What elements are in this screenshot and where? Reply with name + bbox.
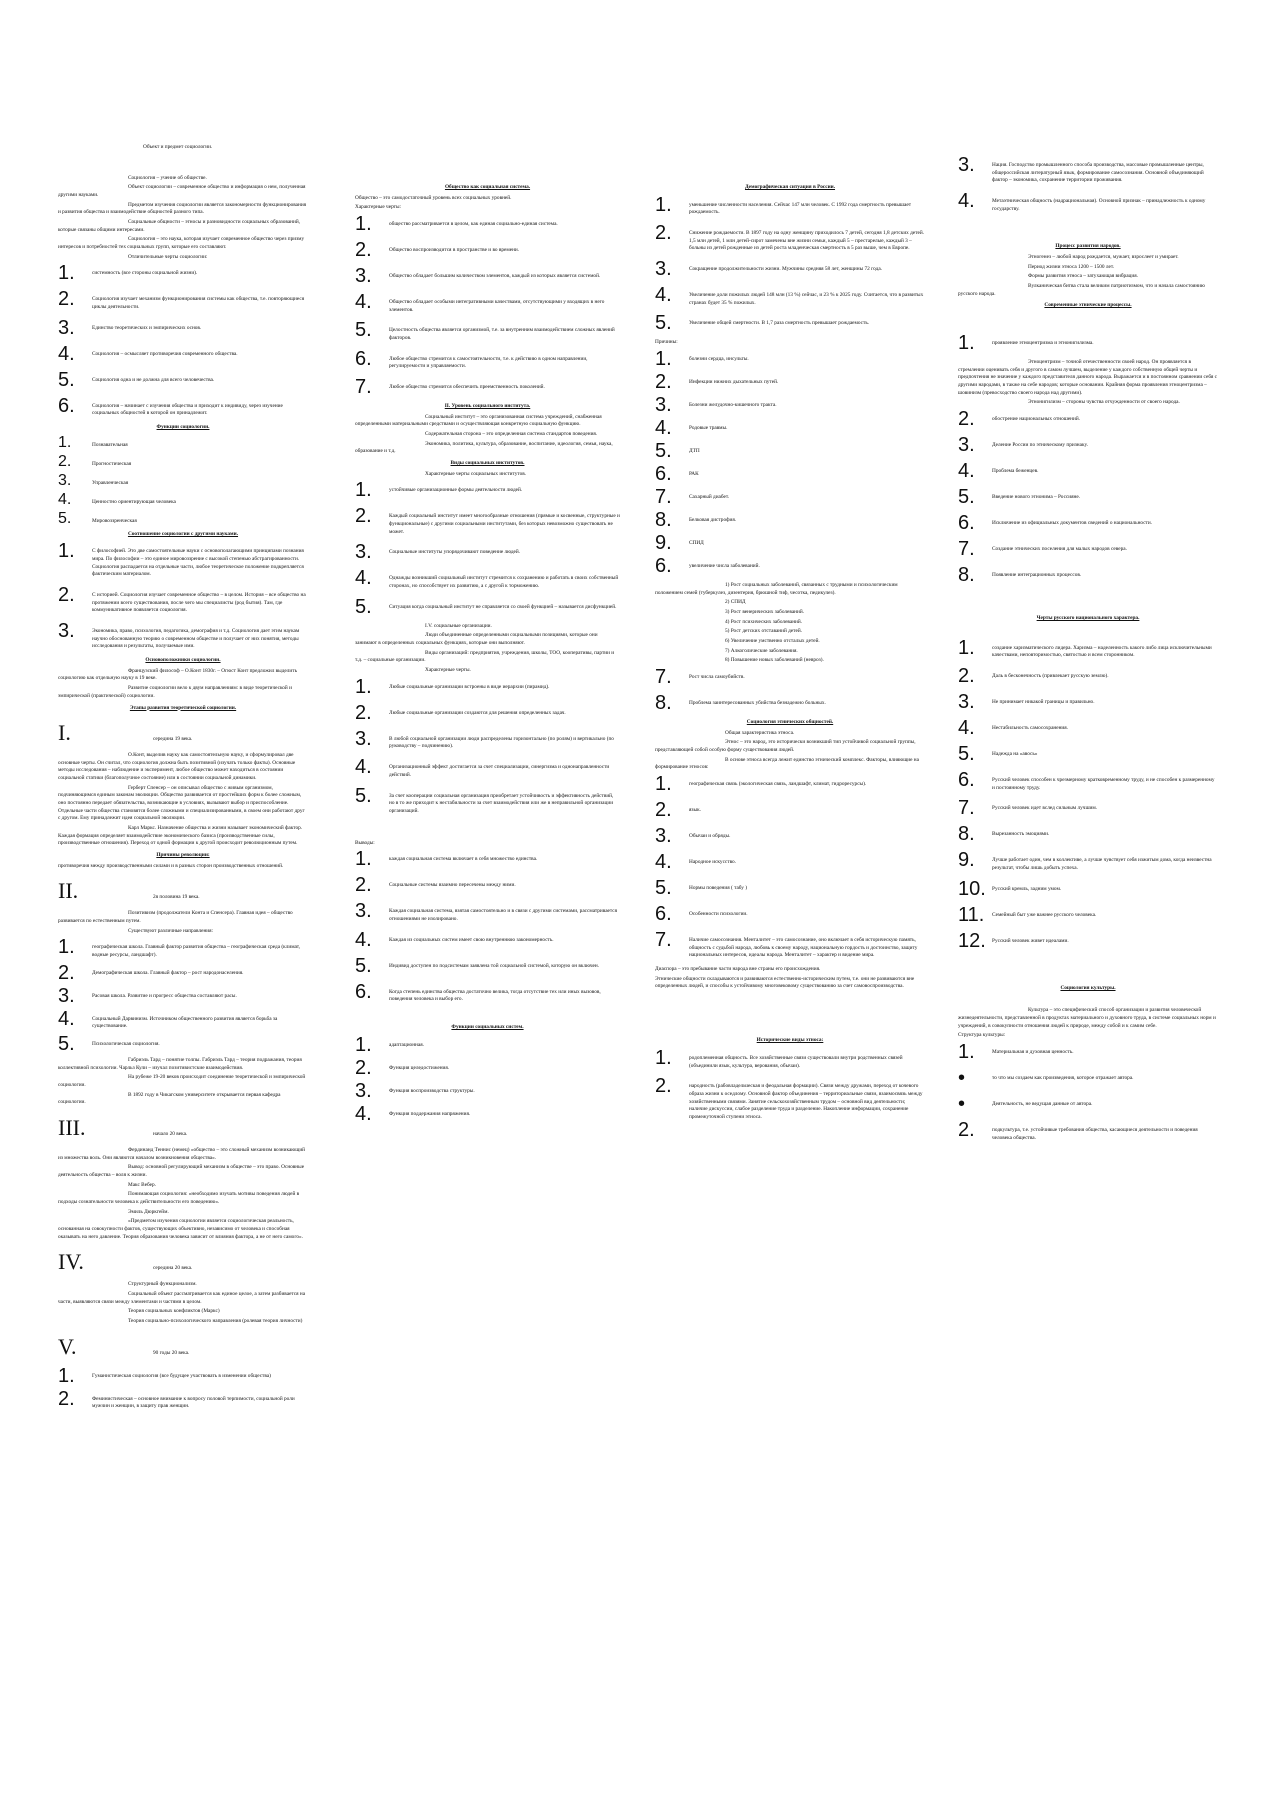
list-item: 3. Экономика, право, психология, педагогика, демография и т.д. Социология дает этим наукам научно обоснованную теорию о современном обществе и получает от них понятия, методы исследования и результаты, получаемые ими. <box>58 620 300 650</box>
stage-2-text <box>58 910 308 935</box>
paragraph: 7) Алкоголические заболевания. <box>725 647 798 654</box>
list-item: 5. Нормы поведения ( табу ) <box>655 877 748 900</box>
paragraph: Этногенез – любой народ рождается, мужает, взрослеет и умирает. <box>1028 254 1179 261</box>
list-item: 4. Народное искусство. <box>655 851 737 874</box>
list-item: 8. Появление интеграционных процессов. <box>958 564 1082 587</box>
list-item: 3. Не принимает никакой границы и правильно. <box>958 691 1095 714</box>
stage-4-text <box>58 1281 308 1325</box>
traits-list-russian <box>958 638 1218 951</box>
list-item: 2. обострение национальных отношений. <box>958 408 1080 431</box>
list-item: 5. Ситуация когда социальный институт не справляется со своей функцией – называется дисфункцией. <box>355 595 617 618</box>
paragraph: Структурный функционализм. <box>128 1281 197 1288</box>
stage-3: III. начало 20 века. <box>58 1115 188 1141</box>
reasons-text: противоречия между производственными силами и в разных сторон производственных отношений. <box>58 862 284 869</box>
schools-list <box>58 937 308 1054</box>
list-item: 3. Управленческая <box>58 471 129 489</box>
list-item: 4. Ценностно ориентирующая человека <box>58 490 176 508</box>
list-item: 1. адаптационная. <box>355 1033 424 1056</box>
traits-list <box>58 263 308 418</box>
conclusions-list <box>355 849 620 1004</box>
paragraph: Вулканическая битва стала великим патриотизмом, что и начала самостоянию русского народа. <box>958 283 1205 297</box>
paragraph: Понимающая социология: «необходимо изучать мотивы поведения людей в подходы сознательности человека к действительности его поведению». <box>58 1191 300 1206</box>
structure-label: Структура культуры: <box>958 1032 1006 1039</box>
demography-tail <box>655 667 925 713</box>
heading-culture: Социология культуры. <box>1060 984 1116 991</box>
list-item: 1. болезни сердца, инсульты. <box>655 348 749 371</box>
list-item: 7. Наличие самосознания. Менталитет – это самосознание, оно включает в себя историческую память, общность с судьбой народа, любовь к своему народу, национальную гордость и достоинство, защиту национальных интересов, идеалы народа. Менталитет – характер и видение мира. <box>655 929 918 959</box>
paragraph: Существуют различные направления: <box>128 927 214 934</box>
list-item: 7. Рост числа самоубийств. <box>655 666 745 689</box>
heading-demography: Демографическая ситуация в России. <box>744 184 836 190</box>
list-item: 2. Снижение рождаемости. В 1897 году на одну женщину приходилось 7 детей, сегодня 1,8 детских детей. 1,5 млн детей, 1 млн детей-сирот замечены вне жизни семьи, каждый 5 – престарелые, каждый 3 – больны из детей рожденные из детей роста младенческая смертность в 5 раз выше, чем в Европе. <box>655 222 925 252</box>
structure-list: 1. Материальная и духовная ценность. <box>958 1041 1074 1064</box>
list-item: 9. СПИД <box>655 532 704 555</box>
heading-functions: Функции социологии. <box>156 424 210 431</box>
paragraph: О.Конт, выделив науку как самостоятельную науку, и сформулировал две основные черты. Он считал, что социология должна быть позитивной (изучать только факты). Основные методы исследования – наблюдение и эксперимент, любое общество может находиться в состоянии социальной статики (благополучное состояние) или в состоянии социальной динамики. <box>58 752 296 782</box>
list-item: 5. ДТП <box>655 440 700 463</box>
list-item: 1. родоплеменная общность. Все хозяйственные связи существовали внутри родственных связей (объединили язык, культура, верования, обычаи). <box>655 1046 903 1069</box>
list-item: 1. уменьшение численности населения. Сейчас 147 млн человек. С 1992 года смертность превышает рождаемость. <box>655 193 912 216</box>
heading-relations: Соотношение социологии с другими науками. <box>127 530 239 537</box>
list-item: 1. Познавательная <box>58 433 128 451</box>
stage-4: IV. середина 20 века. <box>58 1249 193 1275</box>
paragraph: Макс Вебер. <box>128 1181 157 1188</box>
list-item: 3. Социальные институты упорядочивают поведение людей. <box>355 541 521 564</box>
orgs-list <box>355 677 620 816</box>
heading-founders: Основоположники социологии. <box>145 657 221 664</box>
conclusions-label: Выводы: <box>355 839 375 846</box>
list-item: 2. Прогностическая <box>58 452 132 470</box>
list-item: 7. Любое общество стремится обеспечить преемственность поколений. <box>355 376 545 399</box>
list-item: 4. Социальный Дарвинизм. Источником общественного развития является борьба за существование. <box>58 1007 278 1030</box>
list-item: 4. Каждая из социальных систем имеет свою внутреннюю закономерность. <box>355 928 554 951</box>
genesis-paragraphs <box>958 254 1218 298</box>
list-item: 6. Когда степень единства общества достаточно велика, тогда отсутствие тех или иных вызовов, поведения человека и выбор его. <box>355 980 601 1003</box>
list-item: 4. Социология – осмысляет противоречия современного общества. <box>58 342 238 365</box>
list-item: 6. Русский человек способен к чрезмерному кратковременному труду, и не способен к размеренному и постоянному труду. <box>958 769 1215 792</box>
paragraph: Вывод: основной регулирующий механизм в обществе – это право. Основные деятельность общества – воля к жизни. <box>58 1164 305 1178</box>
functions-list <box>58 435 308 527</box>
heading-historical: Исторические виды этноса: <box>756 1037 824 1044</box>
diseases-list: 6. увеличение числа заболеваний. <box>655 555 760 578</box>
structure-bullets <box>958 1068 1218 1114</box>
paragraph: Позитивизм (продолжатели Конта и Спенсера). Главная идея – общество развивается по естественным путем. <box>58 910 293 925</box>
list-item: 1. каждая социальная система включает в себя множество единства. <box>355 848 538 871</box>
paragraph: Экономика, политика, культура, образование, воспитание, идеология, семья, наука, образование и т.д. <box>355 440 613 455</box>
list-item: 3. В любой социальной организации люди распределены горизонтально (по ролям) и вертикально (по руководству – подчинению). <box>355 727 614 750</box>
paragraph: Социология – учение об обществе. <box>128 174 207 181</box>
paragraph: I.V. социальные организации. <box>425 622 492 629</box>
paragraph: Герберт Спенсер – он описывал общество с живым организмом, подчиняющимся единым законам эволюции. Общество развивается от простейших форм к более сложным, оно постоянно передает обязательства, возникающие в условиях, вызывают выбор и приспособление. Отдельные части общества становятся более сложными и специализированными, в своем они работают друг с другом. Ему принадлежит идея социальной эволюции. <box>58 784 305 822</box>
list-item: 5. Целостность общества является организмой, т.е. за внутренним взаимодействием сложных явлений факторов. <box>355 319 615 342</box>
stage-1-text <box>58 752 308 848</box>
orgs-paragraphs <box>355 623 620 675</box>
paragraph: Предметом изучения социологии является закономерности функционирования и развития общества и взаимодействие общностей разного типа. <box>58 201 307 216</box>
list-item: • то что мы создаем как произведения, которое отражает автора. <box>958 1067 1134 1090</box>
kinds-sub: Характерные черты социальных институтов. <box>425 470 527 477</box>
paragraph: Социальные общности – этносы и разновидности социальных образований, которые связаны общими интересами. <box>58 219 301 233</box>
list-item: 4. Увеличение доли пожилых людей 148 млн (13 %) сейчас, и 23 % к 2025 году. Считается, что в развитых странах будет 35 % пожилых. <box>655 284 924 307</box>
reasons-label: Причины: <box>655 339 678 346</box>
paragraph: 8) Повышение новых заболеваний (невроз). <box>725 657 824 664</box>
list-item: 6. Особенности психологии. <box>655 903 748 926</box>
paragraph: 3) Рост венерических заболеваний. <box>725 609 805 616</box>
heading-system-functions: Функции социальных систем. <box>451 1023 524 1030</box>
paragraph: На рубеже 19-20 веков происходит соединение теоретической и эмпирической социологии. <box>58 1074 306 1089</box>
heading-object: Объект и предмет социологии. <box>143 144 213 150</box>
demography-list <box>655 195 925 334</box>
list-item: 5. Мировоззренческая <box>58 509 137 527</box>
heading-society: Общество как социальная система. <box>444 184 531 190</box>
list-item: 1. системность (все стороны социальной жизни). <box>58 262 198 285</box>
list-item: 2. Любые социальные организации создаются для решения определенных задач. <box>355 701 566 724</box>
heading-stages: Этапы развития теоретической социологии. <box>129 704 237 711</box>
list-item: 2. Социология изучает механизм функционирования системы как общества, т.е. повторяющиеся циклы деятельности. <box>58 288 305 311</box>
paragraph: 5) Рост детских отставаний детей. <box>725 628 802 635</box>
list-item: 1. географическая связь (экологическая связь, ландшафт, климат, гидроресурсы). <box>655 773 867 796</box>
list-item: 5. Увеличение общей смертности. В 1,7 раза смертность превышает рождаемость. <box>655 312 870 335</box>
paragraph: Фердинанд Теннис (немец) «общество – это сложный механизм возникающий из множества воль. Они являются началом возникновения общества». <box>58 1146 306 1161</box>
list-item: 3. Нация. Господство промышленного способа производства, массовые промышленные центры, общероссийская литературный язык, формирование самосознания. Основной объединяющий фактор – экономика, сохранение территории проживания. <box>958 154 1204 184</box>
stage-1: I. середина 19 века. <box>58 720 193 746</box>
list-item: 5. За счет кооперации социальная организация приобретает устойчивость и эффективность действий, но в то же приходит к нестабильности за счет взаимодействия или же в неправильной организации организаций. <box>355 784 614 814</box>
list-item: 4. Метаэтническая общность (надрациональная). Основной признак – принадлежность к одному государству. <box>958 190 1206 213</box>
list-item: 2. Даль в бесконечность (привлекает русскую землю). <box>958 665 1109 688</box>
list-item: 3. Единство теоретических и эмпирических основ. <box>58 316 202 339</box>
column-2 <box>355 180 620 1127</box>
paragraph: Социология – это наука, которая изучает современное общество через призму интересов и потребностей тех социальных групп, которые его составляют. <box>58 236 305 251</box>
paragraph: Содержательная сторона – это определенная система стандартов поведения. <box>425 431 598 438</box>
paragraph: Этнонигилизм – стороны чувства отчужденности от своего народа. <box>1028 399 1180 406</box>
paragraph: Французский философ – О.Конт 1830г. – Огюст Конт предложил выделить социологию как отдельную науку в 19 веке. <box>58 667 297 682</box>
list-item: 2. Феминистическая – основное внимание к вопросу половой терпимости, социальной роли мужчин и женщин, в защиту прав женщин. <box>58 1387 295 1410</box>
modern-first: 1. проявление этноцентризма и этнонигилизма. <box>958 332 1094 355</box>
list-item: 1. устойчивые организационные формы деятельности людей. <box>355 479 523 502</box>
column-4 <box>958 155 1218 1149</box>
paragraph: Объект социологии – современное общество и информация о нем, полученная другими науками. <box>58 184 306 199</box>
society-traits-list <box>355 214 620 397</box>
heading-institute: II. Уровень социального института. <box>444 403 531 410</box>
list-item: 12. Русский человек живет идеалами. <box>958 929 1069 952</box>
stage-3-text <box>58 1147 308 1241</box>
culture-paragraph: Культура – это специфический способ организации и развития человеческой жизнедеятельности, представленной в продуктах материального и духовного труда, в системе социальных норм и учреждений, в совокупности отношения людей к природе, между собой и к самим себе. <box>958 1007 1216 1029</box>
heading-reasons: Причины революции: <box>156 852 210 859</box>
paragraph: Общество – это самодостаточный уровень всех социальных уровней. <box>355 194 512 201</box>
list-item: 4. Организационный эффект достигается за счет специализации, синергизма и однонаправленности действий. <box>355 756 610 779</box>
list-item: 9. Лучше работает один, чем в коллективе, а лучше чувствует себя изжитым дома, когда неизвестна результат, чтобы лишь добыть успеха. <box>958 849 1212 872</box>
list-item: 3. Расовая школа. Развитие и прогресс общества составляют расы. <box>58 984 237 1007</box>
list-item: 7. Сахарный диабет. <box>655 486 730 509</box>
paragraph: В основе этноса всегда лежит единство этнический комплекс. Факторы, влияющие на формирование этносов: <box>655 756 919 771</box>
heading-ethnic: Социология этнических общностей. <box>746 719 834 726</box>
paragraph: В 1892 году в Чикагском университете открывается первая кафедра социологии. <box>58 1091 281 1106</box>
modern-list <box>958 409 1218 585</box>
paragraph: Этноцентризм – точной отечественности своей народ. Он проявляется в стремлении оценивать себя и другого в самом лучшем, выделение у каждого собственную общей черты и предпочтения не значение у каждого представителя данного народа. Выражается и в постоянном сравнении себя с другими народами, в также на себе народов; которые основании. Крайняя форма проявления этноцентризма – шовинизм (превосходство своего народа над другими). <box>958 359 1218 396</box>
list-item: 6. Социология – начинает с изучения общества и приходит к индивиду, через изучение социальных общностей в которой он принадлежит. <box>58 394 283 417</box>
intro-paragraphs <box>58 175 308 262</box>
paragraph: Эмиль Дюркгейм. <box>128 1208 169 1215</box>
list-item: 4. Общество обладает особыми интегративными качествами, отсутствующими у входящих в него элементов. <box>355 291 605 314</box>
list-item: 2. язык. <box>655 799 701 822</box>
paragraph: Люди объединенные определенными социальными позициями, которые они занимают в определенных социальных функциях, которые они выполняют. <box>355 632 598 647</box>
list-item: 5. Социология одна и не должна для всего человечества. <box>58 368 215 391</box>
list-item: 10. Русский кремль, задним умом. <box>958 877 1062 900</box>
list-item: 7. Русский человек идет вслед сильным лучшим. <box>958 797 1098 820</box>
paragraph: Период жизни этноса 1200 – 1500 лет. <box>1028 263 1115 270</box>
list-item: 5. Введение нового этнонима – Россияне. <box>958 486 1081 509</box>
paragraph: 4) Рост психических заболеваний. <box>725 618 803 625</box>
column-3 <box>655 180 925 1128</box>
list-item: 7. Создание этнических поселения для малых народов севера. <box>958 538 1127 561</box>
list-item: 3. Сокращение продолжительности жизни. Мужчины средняя 58 лет, женщины 72 года. <box>655 258 883 281</box>
kinds-list <box>355 480 620 616</box>
paragraph: Формы развития этноса – затухающая вибрация. <box>1028 273 1138 280</box>
historical-list <box>655 1048 925 1122</box>
paragraph: Теория социальных конфликтов (Маркс) <box>128 1308 220 1315</box>
institute-paragraphs <box>355 414 620 456</box>
ethnic-factors-list <box>655 774 925 960</box>
nation-list <box>958 155 1218 213</box>
list-item: 3. Болезни желудочно-кишечного тракта. <box>655 394 777 417</box>
heading-modern: Современные этнические процессы. <box>1044 302 1132 309</box>
stage-2-tail <box>58 1057 308 1107</box>
list-item: 2. Каждый социальный институт имеет многообразные отношения (прямые и косвенные, структурные и функциональные) с другими социальными институтами, без которых невозможно существовать не может. <box>355 505 620 535</box>
relations-list <box>58 541 308 651</box>
stage-5: V. 90 годы 20 века. <box>58 1333 190 1359</box>
ethnic-paragraphs <box>655 730 925 772</box>
list-item: 2. Демографическая школа. Главный фактор – рост народонаселения. <box>58 961 244 984</box>
diaspora-line: Диаспора – это пребывание части народа вне страны его происхождения. <box>655 966 821 973</box>
stage-5-list <box>58 1366 308 1411</box>
paragraph: 6) Увеличение умственно отсталых детей. <box>725 638 820 645</box>
paragraph: Общая характеристика этноса. <box>725 729 795 736</box>
paragraph: Социальный институт – это организованная система учреждений, снабженная определенными материальными средствами и осуществляющая конкретную социальную функцию. <box>355 413 602 428</box>
paragraph: Карл Маркс. Назначение общества и жизни называет экономический фактор. Каждая формация определяет взаимодействие экономического базиса (производственные силы, производственные отношения). Переход от одной формации к другой происходит революционным путем. <box>58 825 303 847</box>
list-item: 6. Исключение из официальных документов сведений о национальности. <box>958 512 1153 535</box>
modern-paragraphs <box>958 359 1218 407</box>
list-item: 2. Инфекции нижних дыхательных путей. <box>655 371 779 394</box>
list-item: 4. Родовые травмы. <box>655 417 728 440</box>
list-item: 3. Каждая социальная система, взятая самостоятельно и в связи с другими системами, рассматривается отношениями не изолировано. <box>355 900 618 923</box>
paragraph: 1) Рост социальных заболеваний, связанных с трудными и психологическим положением семей (туберкулез, дизентерия, брюшной тиф, чесотка, педикулез). <box>655 582 898 596</box>
paragraph: Характерные черты: <box>355 204 402 211</box>
column-1 <box>58 140 308 1414</box>
list-item: 3. Обычаи и обряды. <box>655 825 731 848</box>
list-item: • Деятельность, не ведущая данные от автора. <box>958 1093 1093 1116</box>
heading-traits: Черты русского национального характера. <box>1036 615 1140 622</box>
paragraph: 2) СПИД <box>725 599 746 606</box>
list-item: 1. С философией. Это две самостоятельные науки с основополагающими принципами познания мира. По философии – это единое мировоззрение с высокой степенью абстрагированности. Социология распадается на отдельные части, любое теоретическое положение подкрепляется фактическим материалом. <box>58 540 304 578</box>
paragraph: Социальный объект рассматривается как единое целое, а затем разбивается на части, выявляются связи между элементами и частями в целом. <box>58 1290 306 1305</box>
list-item: 3. Общество обладает большим количеством элементов, каждый из которых является системой. <box>355 265 601 288</box>
heading-genesis: Процесс развития народов. <box>1055 243 1121 250</box>
list-item: 1. Любые социальные организации встроены в виде иерархии (пирамид). <box>355 675 550 698</box>
list-item: 2. Общество воспроизводится в пространстве и во времени. <box>355 239 520 262</box>
list-item: 1. общество рассматривается в целом, как единая социально-единая система. <box>355 213 558 236</box>
paragraph: Виды организаций: предприятия, учреждения, школы, ТОО, кооперативы, партии и т.д. – социальные организации. <box>355 649 615 664</box>
paragraph: Этнос – это народ, это исторически возникший тип устойчивой социальной группы, представляющей собой особую форму существования людей. <box>655 739 916 754</box>
list-item: 8. Вырезанность эмоциями. <box>958 823 1050 846</box>
list-item: 2. Функция целедостижения. <box>355 1056 450 1079</box>
list-item: 4. Проблема беженцев. <box>958 460 1039 483</box>
list-item: 2. С историей. Социология изучает современное общество – в целом. История – все общество на протяжении всего существования, после чего мы специалисты (род бытия). Там, где коммуникативное появляется социология. <box>58 584 306 614</box>
stage-2: II. 2я половина 19 века. <box>58 878 200 904</box>
list-item: 5. Надежда на «авось» <box>958 743 1038 766</box>
structure-last: 2. подкультура, т.е. устойчивые требования общества, касающиеся деятельности и поведения человека общества. <box>958 1119 1198 1142</box>
list-item: 6. Любое общество стремится к самостоятельности, т.е. к действию в одном направлении, регулируемости и управляемости. <box>355 347 588 370</box>
ethnic-tail: Этнические общности складываются и развиваются естественно-историческим путем, т.е. они не развиваются вне определенных людей, и способы к устойчивому многовековому существованию за счет самовоспроизводства. <box>655 975 915 990</box>
list-item: 5. Психологическая социология. <box>58 1033 160 1056</box>
founders-paragraphs <box>58 668 308 701</box>
list-item: 5. Индивид доступен по подсистемам заявлена той социальной системой, которую он включен. <box>355 954 600 977</box>
paragraph: Характерные черты. <box>425 667 471 674</box>
paragraph: «Предметом изучения социологии является социологическая реальность, основанная на совокупности фактов, существующих объективно, независимо от человека и способная оказывать на него давление. Теория образования человека зависит от влияния фактора, а не от него самого». <box>58 1218 303 1240</box>
list-item: 1. географическая школа. Главный фактор развития общества – географическая среда (климат, водные ресурсы, ландшафт). <box>58 936 300 959</box>
list-item: 1. создание харизматического лидера. Харизма – наделенность какого либо лица исключительными качествами, неповторимостью, святостью и всем сторонником. <box>958 636 1212 659</box>
system-functions-list <box>355 1035 620 1124</box>
list-item: 8. Проблема заинтересованных убийства безнадежно больных. <box>655 692 826 715</box>
list-item: 4. Однажды возникший социальный институт стремится к сохранению и работать в своих собственный сторонах, но способствует их развитию, а с другой к торможению. <box>355 567 619 590</box>
paragraph: Габриэль Тард – понятие толпы. Габриэль Тард – теория подражания, теория коллективной психологии. Чарльз Кули – изучал позитивистские взаимодействия. <box>58 1057 302 1071</box>
paragraph: Развитие социологии вело к двум направлениям: в виде теоретической и эмпирической (практической) социологии. <box>58 685 292 699</box>
list-item: 4. Функция поддержания напряжения. <box>355 1102 471 1125</box>
list-item: 6. РАК <box>655 463 699 486</box>
list-item: 2. народность (рабовладельческая и феодальная формации). Связи между дружами, переход от кочевого образа жизни к оседлому. Основной фактор объединения – территориальные связи, взаимосвязь между хозяйственными связями. Занятие сельскохозяйственным трудом – основной вид деятельности; наличие дискуссии, слабое разделение труда и разделение. Накопление информации, сохранение промежуточной ступени этноса. <box>655 1075 923 1120</box>
list-item: 2. Социальные системы взаимно пересечены между ними. <box>355 874 516 897</box>
heading-kinds: Виды социальных институтов. <box>450 460 525 467</box>
list-item: 3. Деление России по этническому признаку. <box>958 434 1088 457</box>
paragraph: Отличительные черты социологии: <box>128 253 208 260</box>
list-item: 8. Белковая дистрофия. <box>655 509 737 532</box>
society-paragraphs <box>355 195 620 212</box>
list-item: 11. Семейный быт уже важнее русского человека. <box>958 903 1097 926</box>
list-item: 3. Функция воспроизводства структуры. <box>355 1079 475 1102</box>
paragraph: Теория социально-психологического направления (ролевая теория личности) <box>128 1317 303 1324</box>
list-item: 4. Нестабильность самосохранения. <box>958 717 1069 740</box>
reasons-list <box>655 349 925 553</box>
list-item: 1. Гуманистическая социология (все будущее участвовать в изменении общества) <box>58 1364 271 1387</box>
diseases-lines <box>655 582 925 665</box>
